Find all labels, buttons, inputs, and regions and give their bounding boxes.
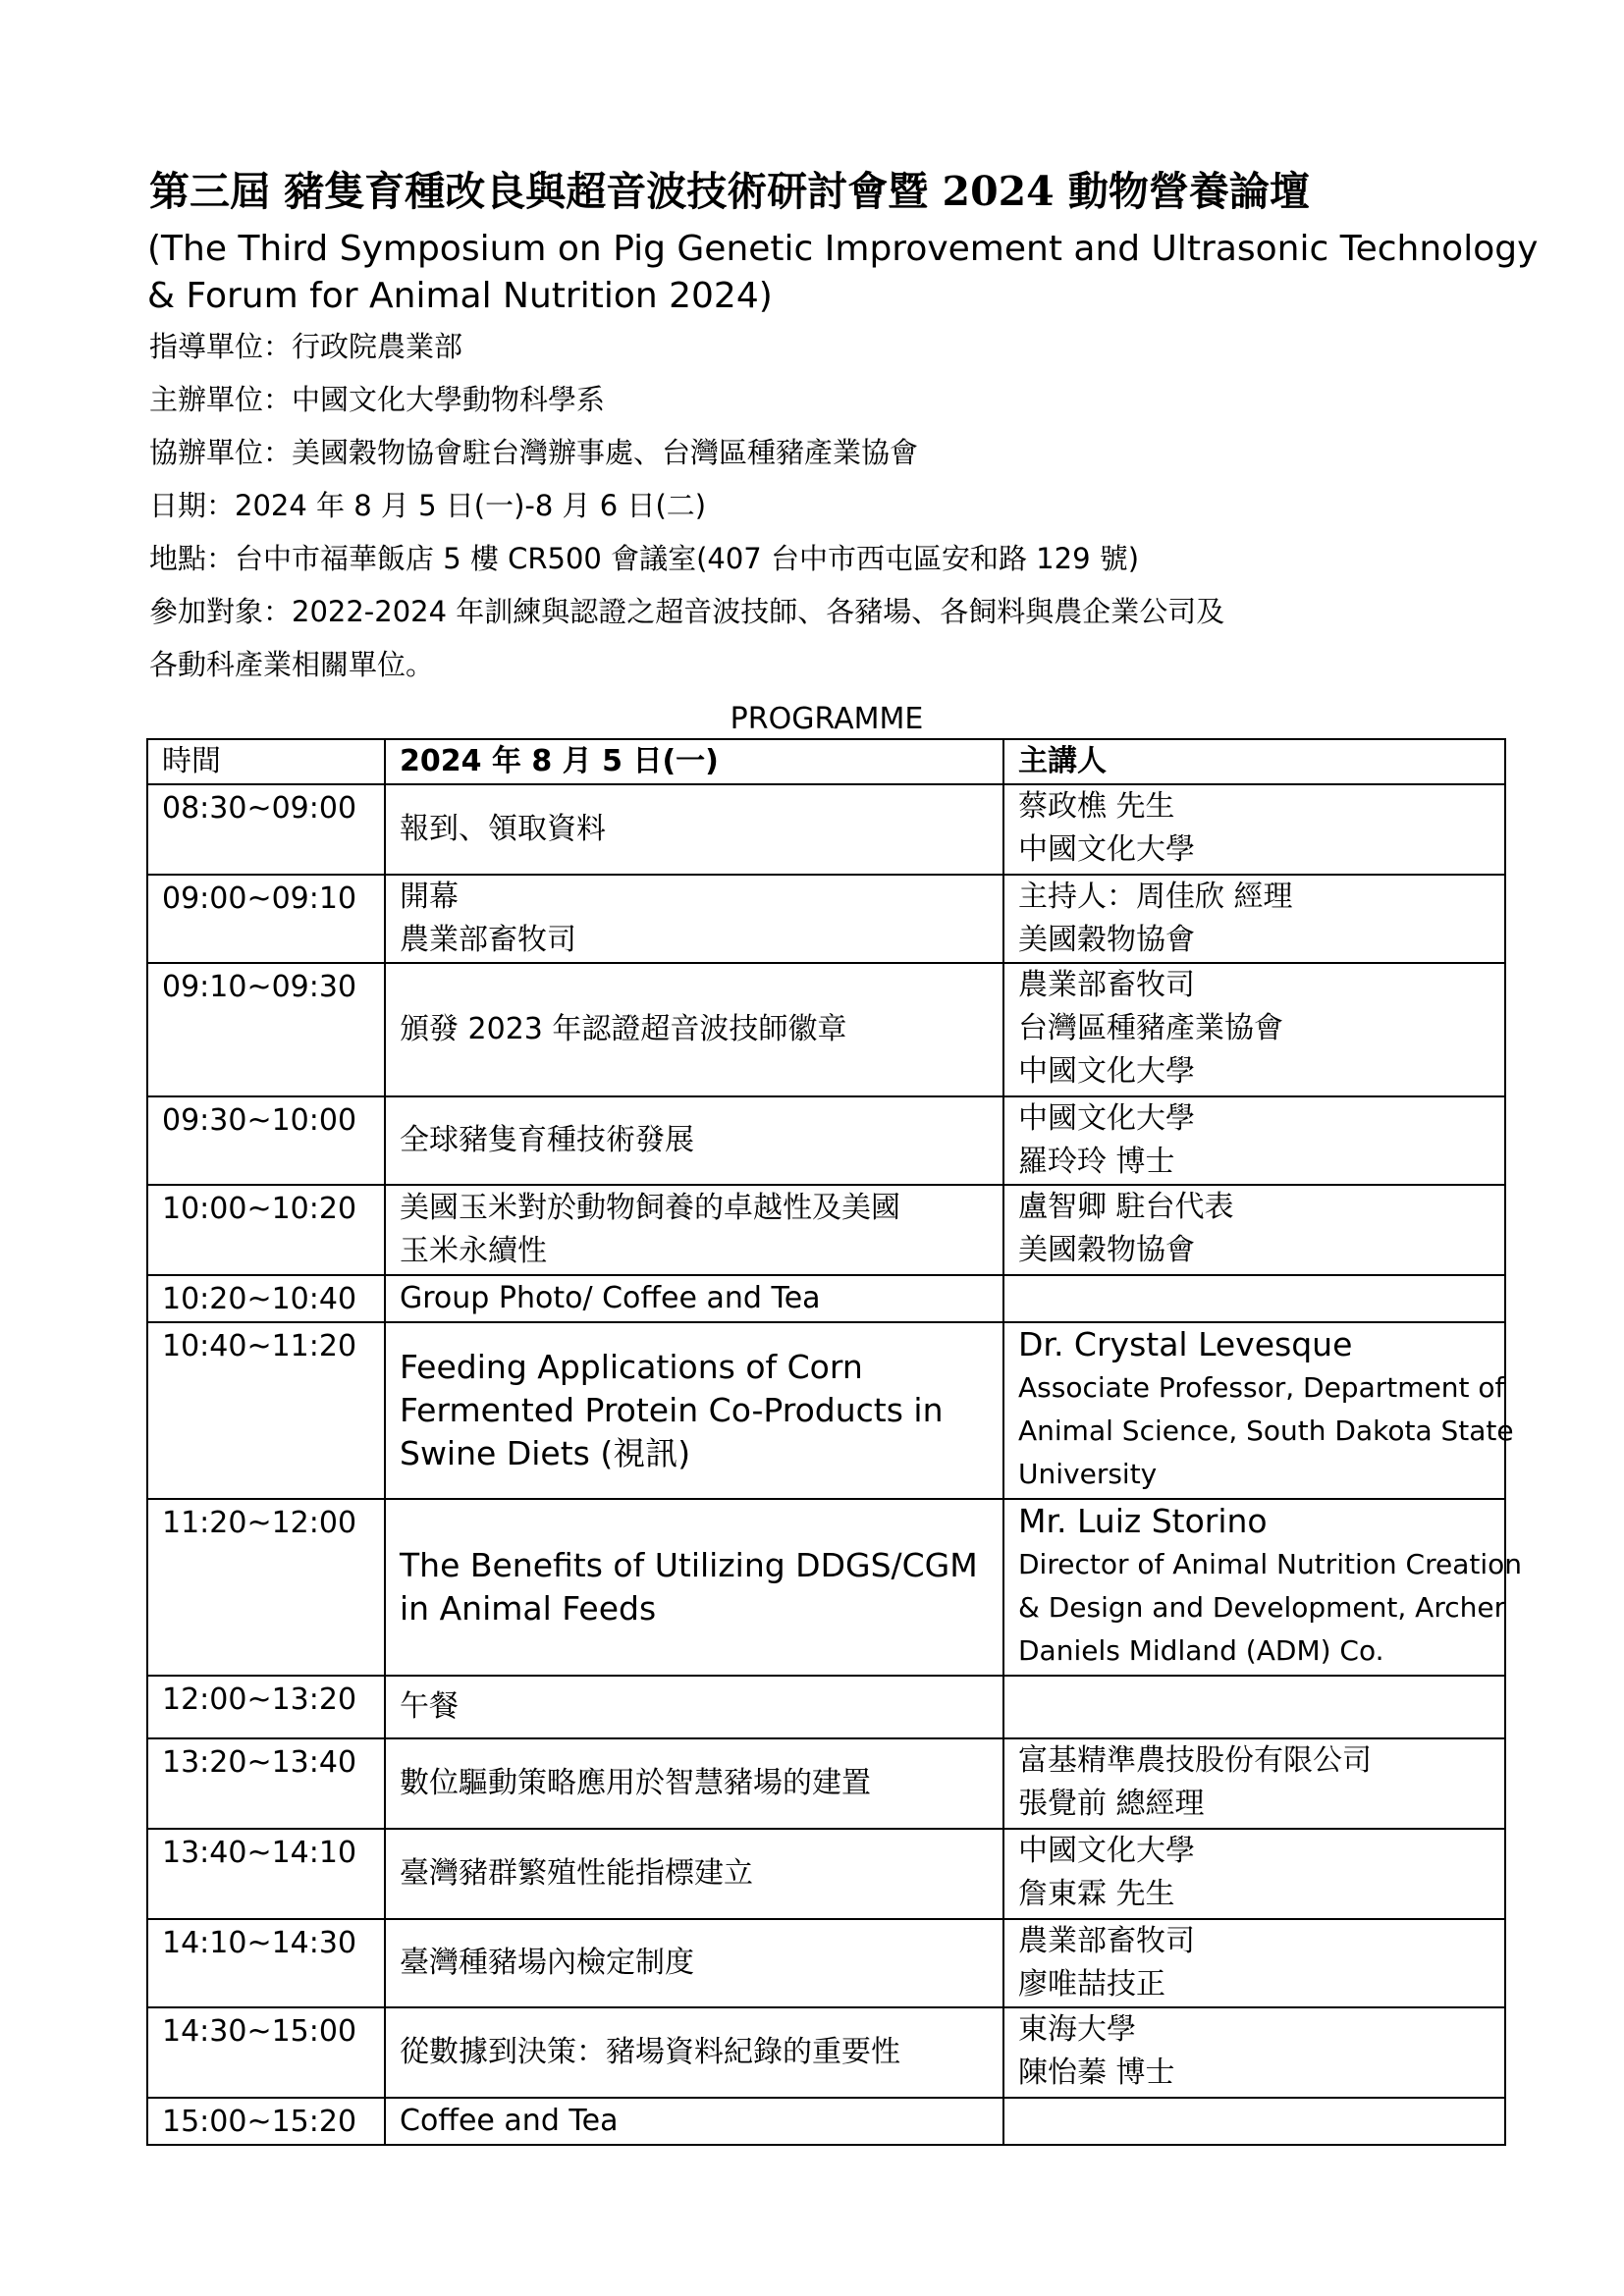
guidance-unit: 指導單位：行政院農業部 <box>149 330 463 363</box>
table-row <box>147 1096 1505 1185</box>
session-time: 09:30~10:00 <box>147 1096 385 1185</box>
table-row <box>147 784 1505 875</box>
header-time: 時間 <box>147 739 385 784</box>
session-speaker <box>1003 2098 1505 2145</box>
session-time: 15:00~15:20 <box>147 2098 385 2145</box>
table-row <box>147 1829 1505 1919</box>
speaker-line: 東海大學 <box>1018 2012 1136 2047</box>
session-topic <box>385 784 1003 875</box>
speaker-line: 台灣區種豬產業協會 <box>1018 1011 1283 1045</box>
speaker-line: Daniels Midland (ADM) Co. <box>1018 1634 1384 1667</box>
table-row <box>147 1275 1505 1322</box>
speaker-line: 陳怡蓁 博士 <box>1018 2056 1175 2090</box>
speaker-line: 富基精準農技股份有限公司 <box>1018 1743 1372 1778</box>
session-time: 12:00~13:20 <box>147 1676 385 1738</box>
topic-line: 農業部畜牧司 <box>400 923 576 957</box>
session-topic <box>385 1275 1003 1322</box>
topic-line: 臺灣豬群繁殖性能指標建立 <box>400 1856 753 1891</box>
session-speaker <box>1003 1829 1505 1919</box>
session-time: 13:20~13:40 <box>147 1738 385 1829</box>
speaker-line: 盧智卿 駐台代表 <box>1018 1190 1234 1224</box>
audience-line-1: 參加對象：2022-2024 年訓練與認證之超音波技師、各豬場、各飼料與農企業公司及 <box>149 595 1225 628</box>
table-row <box>147 875 1505 963</box>
speaker-line: 美國穀物協會 <box>1018 923 1195 957</box>
session-time: 14:30~15:00 <box>147 2007 385 2098</box>
session-speaker <box>1003 1185 1505 1275</box>
event-info <box>149 329 1475 700</box>
programme-caption: PROGRAMME <box>730 702 924 736</box>
session-topic <box>385 1738 1003 1829</box>
speaker-line: 中國文化大學 <box>1018 1054 1195 1089</box>
topic-line: Group Photo/ Coffee and Tea <box>400 1281 821 1315</box>
session-topic <box>385 963 1003 1096</box>
speaker-line: Animal Science, South Dakota State <box>1018 1415 1514 1447</box>
header-speaker: 主講人 <box>1003 739 1505 784</box>
speaker-line: 蔡政樵 先生 <box>1018 789 1175 824</box>
table-row <box>147 1499 1505 1676</box>
speaker-name: Mr. Luiz Storino <box>1018 1502 1268 1540</box>
title-chinese: 第三屆 豬隻育種改良與超音波技術研討會暨 2024 動物營養論壇 <box>149 168 1310 215</box>
title-english-line-1: (The Third Symposium on Pig Genetic Improvement and Ultrasonic Technology <box>147 229 1539 269</box>
topic-line: 開幕 <box>400 880 459 914</box>
session-topic <box>385 875 1003 963</box>
topic-line: in Animal Feeds <box>400 1589 657 1628</box>
speaker-line: 主持人：周佳欣 經理 <box>1018 880 1293 914</box>
speaker-line: 美國穀物協會 <box>1018 1233 1195 1267</box>
session-topic <box>385 1829 1003 1919</box>
session-speaker <box>1003 875 1505 963</box>
table-row <box>147 1676 1505 1738</box>
session-time: 08:30~09:00 <box>147 784 385 875</box>
topic-line: Fermented Protein Co-Products in <box>400 1391 944 1429</box>
session-speaker <box>1003 1322 1514 1499</box>
session-speaker <box>1003 1919 1505 2007</box>
topic-line: 午餐 <box>400 1689 459 1724</box>
session-topic <box>385 1322 1003 1499</box>
session-speaker <box>1003 1499 1523 1676</box>
table-row <box>147 2098 1505 2145</box>
session-speaker <box>1003 784 1505 875</box>
session-time: 10:20~10:40 <box>147 1275 385 1322</box>
table-row <box>147 963 1505 1096</box>
table-row <box>147 2007 1505 2098</box>
table-row <box>147 1919 1505 2007</box>
session-time: 14:10~14:30 <box>147 1919 385 2007</box>
session-speaker <box>1003 1738 1505 1829</box>
event-date: 日期：2024 年 8 月 5 日(一)-8 月 6 日(二) <box>149 489 707 522</box>
speaker-line: 中國文化大學 <box>1018 832 1195 867</box>
speaker-line: 張覺前 總經理 <box>1018 1787 1205 1821</box>
speaker-name: Dr. Crystal Levesque <box>1018 1325 1353 1363</box>
session-topic <box>385 1096 1003 1185</box>
speaker-line: & Design and Development, Archer <box>1018 1591 1506 1624</box>
session-speaker <box>1003 1676 1505 1738</box>
speaker-line: University <box>1018 1458 1158 1490</box>
speaker-line: 農業部畜牧司 <box>1018 968 1195 1002</box>
programme-table <box>146 738 1523 2146</box>
topic-line: 數位驅動策略應用於智慧豬場的建置 <box>400 1766 871 1800</box>
speaker-line: 中國文化大學 <box>1018 1101 1195 1136</box>
topic-line: 全球豬隻育種技術發展 <box>400 1123 694 1157</box>
session-topic <box>385 1185 1003 1275</box>
speaker-line: 中國文化大學 <box>1018 1834 1195 1868</box>
speaker-line: Director of Animal Nutrition Creation <box>1018 1548 1523 1580</box>
session-topic <box>385 2007 1003 2098</box>
session-speaker <box>1003 963 1505 1096</box>
session-speaker <box>1003 1096 1505 1185</box>
table-row <box>147 1185 1505 1275</box>
title-english-line-2: & Forum for Animal Nutrition 2024) <box>147 276 773 316</box>
session-speaker <box>1003 1275 1505 1322</box>
session-topic <box>385 1919 1003 2007</box>
speaker-line: Associate Professor, Department of <box>1018 1371 1505 1404</box>
table-header-row <box>147 739 1505 784</box>
session-speaker <box>1003 2007 1505 2098</box>
table-row <box>147 1738 1505 1829</box>
topic-line: Swine Diets (視訊) <box>400 1434 691 1472</box>
session-time: 09:00~09:10 <box>147 875 385 963</box>
session-time: 09:10~09:30 <box>147 963 385 1096</box>
session-topic <box>385 1676 1003 1738</box>
audience-line-2: 各動科產業相關單位。 <box>149 648 435 681</box>
session-time: 10:40~11:20 <box>147 1322 385 1499</box>
topic-line: 臺灣種豬場內檢定制度 <box>400 1946 694 1980</box>
organizer: 主辦單位：中國文化大學動物科學系 <box>149 383 606 416</box>
topic-line: 頒發 2023 年認證超音波技師徽章 <box>400 1012 847 1046</box>
topic-line: 美國玉米對於動物飼養的卓越性及美國 <box>400 1191 900 1225</box>
session-time: 11:20~12:00 <box>147 1499 385 1676</box>
session-time: 13:40~14:10 <box>147 1829 385 1919</box>
title-english <box>147 226 1539 320</box>
table-row <box>147 1322 1505 1499</box>
speaker-line: 羅玲玲 博士 <box>1018 1145 1175 1179</box>
header-date: 2024 年 8 月 5 日(一) <box>385 739 1003 784</box>
co-organizer: 協辦單位：美國穀物協會駐台灣辦事處、台灣區種豬產業協會 <box>149 436 919 469</box>
speaker-line: 農業部畜牧司 <box>1018 1924 1195 1958</box>
topic-line: 玉米永續性 <box>400 1234 547 1268</box>
speaker-line: 廖唯喆技正 <box>1018 1967 1165 2002</box>
session-topic <box>385 2098 1003 2145</box>
topic-line: Feeding Applications of Corn <box>400 1348 863 1386</box>
topic-line: Coffee and Tea <box>400 2104 619 2138</box>
topic-line: The Benefits of Utilizing DDGS/CGM <box>400 1546 978 1584</box>
programme-rows <box>147 784 1523 2145</box>
session-topic <box>385 1499 1003 1676</box>
speaker-line: 詹東霖 先生 <box>1018 1877 1175 1911</box>
session-time: 10:00~10:20 <box>147 1185 385 1275</box>
event-venue: 地點：台中市福華飯店 5 樓 CR500 會議室(407 台中市西屯區安和路 129 號) <box>149 542 1140 575</box>
topic-line: 從數據到決策：豬場資料紀錄的重要性 <box>400 2035 900 2069</box>
topic-line: 報到、領取資料 <box>400 812 606 846</box>
